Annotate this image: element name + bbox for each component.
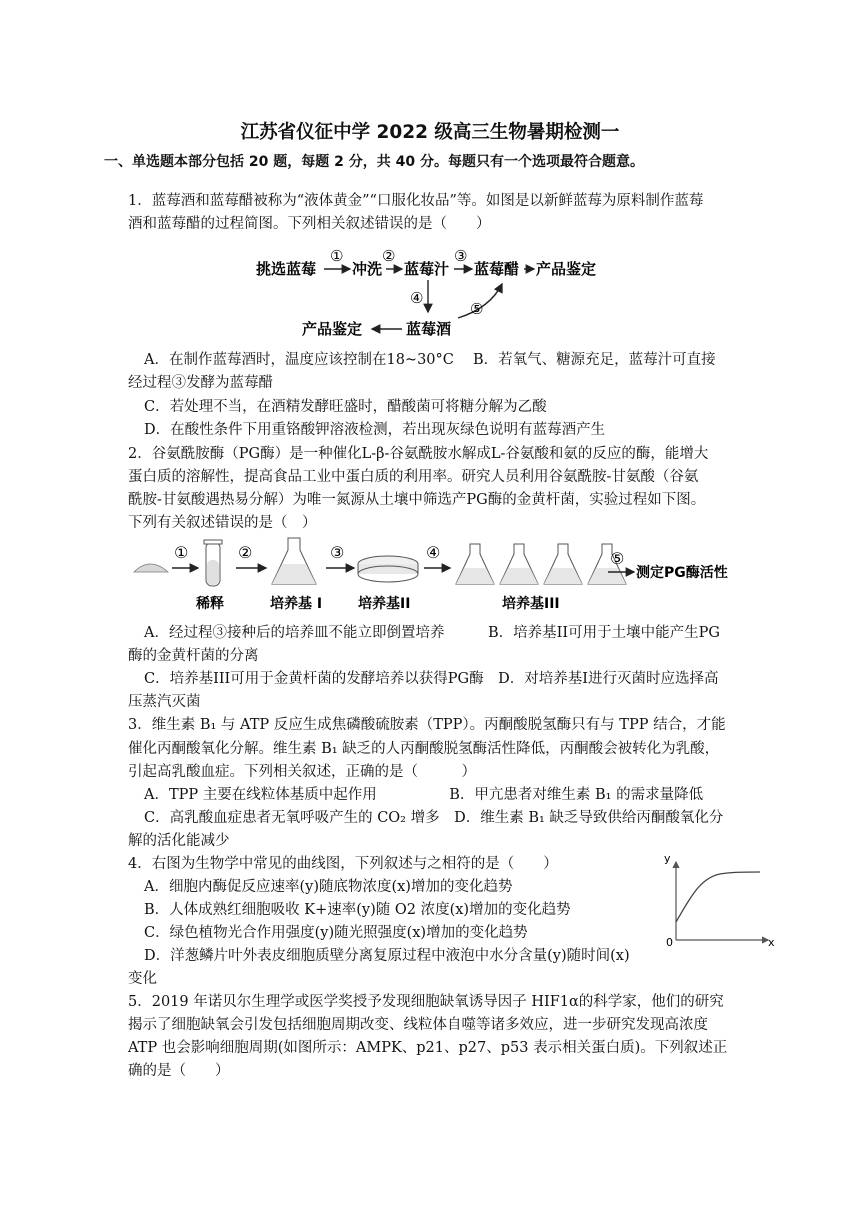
q2-stem-line2: 蛋白质的溶解性，提高食品工业中蛋白质的利用率。研究人员利用谷氨酰胺-甘氨酸（谷氨 — [128, 469, 699, 485]
q5-stem-line2: 揭示了细胞缺氧会引发包括细胞周期改变、线粒体自噬等诸多效应，进一步研究发现高浓度 — [128, 1017, 708, 1033]
q1-option-b-cont: 经过程③发酵为蓝莓醋 — [128, 375, 273, 391]
q3-option-d-cont: 解的活化能减少 — [128, 833, 230, 849]
q4-curve-graph — [660, 848, 780, 948]
flask-medium-3a-icon — [456, 544, 494, 584]
dilution-label: 稀释 — [196, 596, 224, 612]
q2-experiment-diagram — [130, 536, 740, 614]
step5-label: ⑤ — [470, 300, 484, 318]
section-heading: 一、单选题本部分包括 20 题，每题 2 分，共 40 分。每题只有一个选项最符合题意。 — [104, 154, 644, 170]
measure-pg-activity-label: 测定PG酶活性 — [636, 565, 728, 581]
q2-option-c-d: C．培养基III可用于金黄杆菌的发酵培养以获得PG酶 D．对培养基I进行灭菌时应选择高 — [144, 671, 719, 687]
flask-medium-1-icon — [272, 538, 316, 584]
node-select-berries: 挑选蓝莓 — [256, 260, 317, 278]
saturation-curve — [676, 872, 760, 922]
step4-label: ④ — [410, 289, 424, 307]
q3-stem-line3: 引起高乳酸血症。下列相关叙述，正确的是（ ） — [128, 764, 476, 780]
step1-label: ① — [330, 247, 344, 265]
q2-stem-line1: 2．谷氨酰胺酶（PG酶）是一种催化L-β-谷氨酰胺水解成L-谷氨酸和氨的反应的酶，能增大 — [128, 446, 709, 462]
node-wine: 蓝莓酒 — [406, 320, 452, 338]
q2-option-d-cont: 压蒸汽灭菌 — [128, 694, 201, 710]
page-title: 江苏省仪征中学 2022 级高三生物暑期检测一 — [240, 122, 620, 143]
step1-label: ① — [174, 543, 189, 562]
q5-stem-line4: 确的是（ ） — [128, 1063, 230, 1079]
step3-label: ③ — [454, 247, 468, 265]
node-juice: 蓝莓汁 — [404, 260, 450, 278]
q2-option-a-b: A．经过程③接种后的培养皿不能立即倒置培养 B．培养基II可用于土壤中能产生PG — [144, 625, 720, 641]
step4-label: ④ — [426, 543, 441, 562]
petri-dish-icon — [358, 556, 418, 582]
step3-label: ③ — [330, 543, 345, 562]
medium-3-label: 培养基III — [502, 596, 560, 612]
q4-option-b: B．人体成熟红细胞吸收 K+速率(y)随 O2 浓度(x)增加的变化趋势 — [144, 902, 571, 918]
flask-medium-3b-icon — [500, 544, 538, 584]
q1-option-c: C．若处理不当，在酒精发酵旺盛时，醋酸菌可将糖分解为乙酸 — [144, 399, 547, 415]
node-product-test-left: 产品鉴定 — [302, 320, 363, 338]
node-product-test-right: 产品鉴定 — [536, 260, 597, 278]
q4-option-c: C．绿色植物光合作用强度(y)随光照强度(x)增加的变化趋势 — [144, 925, 528, 941]
q1-process-diagram — [240, 244, 620, 344]
q3-stem-line2: 催化丙酮酸氧化分解。维生素 B₁ 缺乏的人丙酮酸脱氢酶活性降低，丙酮酸会被转化为乳酸， — [128, 741, 720, 757]
medium-1-label: 培养基 I — [270, 596, 323, 612]
q1-stem-line2: 酒和蓝莓醋的过程简图。下列相关叙述错误的是（ ） — [128, 216, 491, 232]
q2-stem-line4: 下列有关叙述错误的是（ ） — [128, 515, 317, 531]
q4-option-d: D．洋葱鳞片叶外表皮细胞质壁分离复原过程中液泡中水分含量(y)随时间(x) — [144, 948, 630, 964]
step2-label: ② — [382, 247, 396, 265]
q3-options-c-d: C．高乳酸血症患者无氧呼吸产生的 CO₂ 增多 D．维生素 B₁ 缺乏导致供给丙酮酸氧化分 — [144, 810, 724, 826]
q4-option-d-cont: 变化 — [128, 971, 157, 987]
y-axis-label: y — [664, 852, 671, 865]
x-axis-label: x — [768, 936, 775, 948]
node-vinegar: 蓝莓醋 — [474, 260, 520, 278]
test-tube-icon — [204, 540, 222, 586]
q4-option-a: A．细胞内酶促反应速率(y)随底物浓度(x)增加的变化趋势 — [144, 879, 513, 895]
q5-stem-line1: 5．2019 年诺贝尔生理学或医学奖授予发现细胞缺氧诱导因子 HIF1α的科学家，他们的研究 — [128, 994, 724, 1010]
q1-stem-line1: 1．蓝莓酒和蓝莓醋被称为“液体黄金”“口服化妆品”等。如图是以新鲜蓝莓为原料制作蓝莓 — [128, 193, 704, 209]
step2-label: ② — [238, 543, 253, 562]
step5-label: ⑤ — [610, 549, 625, 568]
soil-sample-icon — [134, 564, 168, 572]
flask-medium-3c-icon — [544, 544, 582, 584]
medium-2-label: 培养基II — [358, 596, 411, 612]
q1-option-d: D．在酸性条件下用重铬酸钾溶液检测，若出现灰绿色说明有蓝莓酒产生 — [144, 422, 606, 438]
q3-stem-line1: 3．维生素 B₁ 与 ATP 反应生成焦磷酸硫胺素（TPP）。丙酮酸脱氢酶只有与 TPP 结合，才能 — [128, 717, 726, 733]
q4-stem: 4．右图为生物学中常见的曲线图，下列叙述与之相符的是（ ） — [128, 856, 558, 872]
q2-stem-line3: 酰胺-甘氨酸遇热易分解）为唯一氮源从土壤中筛选产PG酶的金黄杆菌，实验过程如下图。 — [128, 492, 706, 508]
q2-option-b-cont: 酶的金黄杆菌的分离 — [128, 648, 259, 664]
q1-option-a-b: A．在制作蓝莓酒时，温度应该控制在18~30°C B．若氧气、糖源充足，蓝莓汁可直接 — [144, 352, 716, 368]
q5-stem-line3: ATP 也会影响细胞周期(如图所示：AMPK、p21、p27、p53 表示相关蛋白质)。下列叙述正 — [128, 1040, 728, 1056]
node-rinse: 冲洗 — [352, 260, 383, 278]
q3-options-a-b: A．TPP 主要在线粒体基质中起作用 B．甲亢患者对维生素 B₁ 的需求量降低 — [144, 787, 704, 803]
origin-label: 0 — [666, 936, 673, 948]
